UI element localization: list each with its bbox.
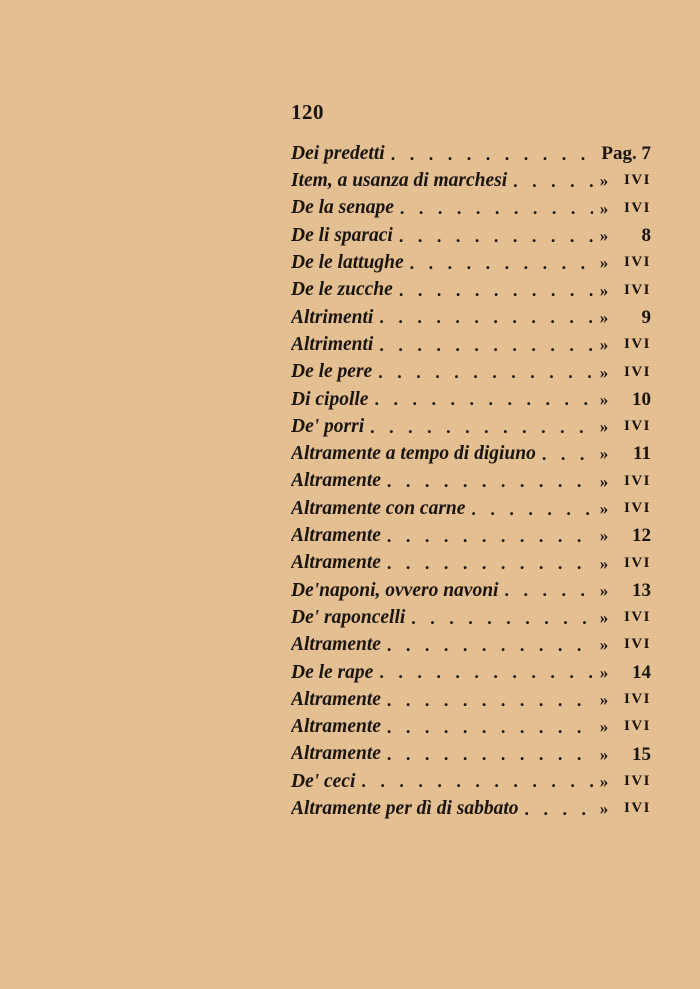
toc-entry — [291, 713, 651, 740]
toc-entry — [291, 440, 651, 467]
dot-leader — [385, 145, 585, 163]
toc-entry — [291, 222, 651, 249]
dot-leader — [364, 418, 593, 436]
entry-title: De li sparaci — [291, 224, 393, 246]
dot-leader — [381, 745, 593, 763]
entry-page: IVI — [623, 254, 651, 271]
dot-leader — [405, 609, 593, 627]
entry-page: 12 — [632, 525, 651, 547]
ditto-mark: » — [599, 226, 609, 246]
entry-page: IVI — [623, 500, 651, 516]
dot-leader — [498, 581, 593, 599]
dot-leader — [536, 445, 593, 463]
toc-entry — [291, 386, 651, 413]
dot-leader — [381, 527, 593, 545]
dot-leader — [373, 663, 593, 681]
entry-page: 11 — [633, 443, 651, 465]
dot-leader — [381, 718, 593, 736]
entry-page: IVI — [623, 800, 651, 817]
ditto-mark: » — [599, 608, 609, 628]
entry-title: Altramente — [291, 743, 381, 765]
entry-title: Altramente con carne — [291, 497, 466, 519]
ditto-mark: » — [599, 171, 609, 191]
entry-title: Altramente a tempo di digiuno — [291, 443, 536, 465]
entry-title: De' ceci — [291, 770, 356, 792]
toc-entry — [291, 249, 651, 276]
dot-leader — [381, 636, 593, 654]
toc-entry — [291, 358, 651, 385]
ditto-mark: » — [599, 553, 609, 573]
ditto-mark: » — [599, 499, 609, 518]
ditto-mark: » — [599, 471, 609, 491]
ditto-mark: » — [599, 417, 609, 437]
entry-title: De' porri — [291, 415, 365, 437]
dot-leader — [372, 363, 593, 381]
ditto-mark: » — [599, 662, 609, 682]
ditto-mark: » — [599, 280, 609, 300]
toc-entry — [291, 741, 651, 768]
entry-title: Altramente — [291, 552, 381, 574]
entry-title: Dei predetti — [291, 142, 385, 164]
entry-title: De le pere — [291, 361, 373, 383]
dot-leader — [373, 336, 593, 354]
toc-entry — [291, 659, 651, 686]
entry-page: 14 — [632, 661, 651, 683]
ditto-mark: » — [599, 580, 609, 600]
entry-title: Altramente — [291, 525, 381, 547]
entry-title: De la senape — [291, 197, 394, 219]
toc-entry — [291, 140, 651, 167]
toc-entry — [291, 413, 651, 440]
dot-leader — [355, 772, 593, 790]
dot-leader — [507, 172, 593, 190]
entry-page: Pag. 7 — [601, 143, 651, 165]
entry-page: IVI — [623, 281, 651, 298]
ditto-mark: » — [599, 717, 609, 737]
dot-leader — [373, 308, 593, 326]
toc-entry — [291, 604, 651, 631]
entry-page: 9 — [641, 306, 651, 328]
entry-page: IVI — [623, 199, 651, 216]
entry-page: IVI — [623, 472, 651, 489]
entry-page: 10 — [632, 388, 651, 410]
dot-leader — [404, 254, 593, 272]
toc-entry — [291, 276, 651, 303]
entry-title: Altramente — [291, 688, 381, 710]
entry-page: IVI — [623, 172, 651, 189]
entry-page: IVI — [623, 691, 651, 708]
entry-title: Altramente — [291, 470, 381, 492]
toc-entry — [291, 167, 651, 194]
page-number: 120 — [291, 100, 324, 124]
dot-leader — [381, 554, 593, 572]
dot-leader — [394, 199, 593, 217]
toc-entry — [291, 304, 651, 331]
toc-entry — [291, 522, 651, 549]
toc-entry — [291, 331, 651, 358]
entry-page: IVI — [623, 636, 651, 653]
entry-title: De'naponi, ovvero navoni — [291, 579, 499, 601]
entry-title: Altrimenti — [291, 306, 374, 328]
entry-page: 15 — [632, 743, 651, 765]
toc-entry — [291, 468, 651, 495]
toc-entry — [291, 768, 651, 795]
entry-page: IVI — [623, 718, 651, 735]
toc-entry — [291, 195, 651, 222]
toc-entry — [291, 795, 651, 822]
entry-title: Altramente — [291, 716, 381, 738]
dot-leader — [368, 390, 593, 408]
entry-page: IVI — [623, 772, 651, 789]
entry-title: De le rape — [291, 661, 374, 683]
dot-leader — [519, 800, 593, 818]
entry-title: Altramente — [291, 634, 381, 656]
entry-title: De le lattughe — [291, 252, 404, 274]
entry-title: Di cipolle — [291, 388, 369, 410]
entry-title: Item, a usanza di marchesi — [291, 170, 508, 192]
table-of-contents — [291, 140, 651, 822]
toc-entry — [291, 495, 651, 522]
entry-page: IVI — [623, 418, 651, 435]
entry-page: IVI — [623, 554, 651, 571]
ditto-mark: » — [599, 799, 609, 819]
ditto-mark: » — [599, 389, 609, 409]
entry-page: IVI — [623, 609, 651, 626]
dot-leader — [393, 281, 593, 299]
entry-title: De le zucche — [291, 279, 393, 301]
ditto-mark: » — [599, 307, 609, 327]
toc-entry — [291, 549, 651, 576]
toc-entry — [291, 631, 651, 658]
dot-leader — [381, 472, 593, 490]
entry-page: IVI — [623, 336, 651, 353]
dot-leader — [465, 500, 593, 518]
dot-leader — [393, 227, 593, 245]
entry-title: De' raponcelli — [291, 606, 406, 628]
entry-title: Altrimenti — [291, 333, 374, 355]
entry-page: IVI — [623, 363, 651, 380]
ditto-mark: » — [599, 198, 609, 218]
ditto-mark: » — [599, 335, 609, 355]
ditto-mark: » — [599, 771, 609, 791]
entry-page: 13 — [632, 579, 651, 601]
ditto-mark: » — [599, 444, 609, 464]
toc-entry — [291, 577, 651, 604]
ditto-mark: » — [599, 744, 609, 764]
toc-entry — [291, 686, 651, 713]
ditto-mark: » — [599, 635, 609, 655]
ditto-mark: » — [599, 253, 609, 273]
entry-title: Altramente per dì di sabbato — [291, 798, 519, 820]
ditto-mark: » — [599, 526, 609, 546]
ditto-mark: » — [599, 690, 609, 710]
entry-page: 8 — [641, 225, 651, 247]
ditto-mark: » — [599, 362, 609, 382]
dot-leader — [381, 691, 593, 709]
